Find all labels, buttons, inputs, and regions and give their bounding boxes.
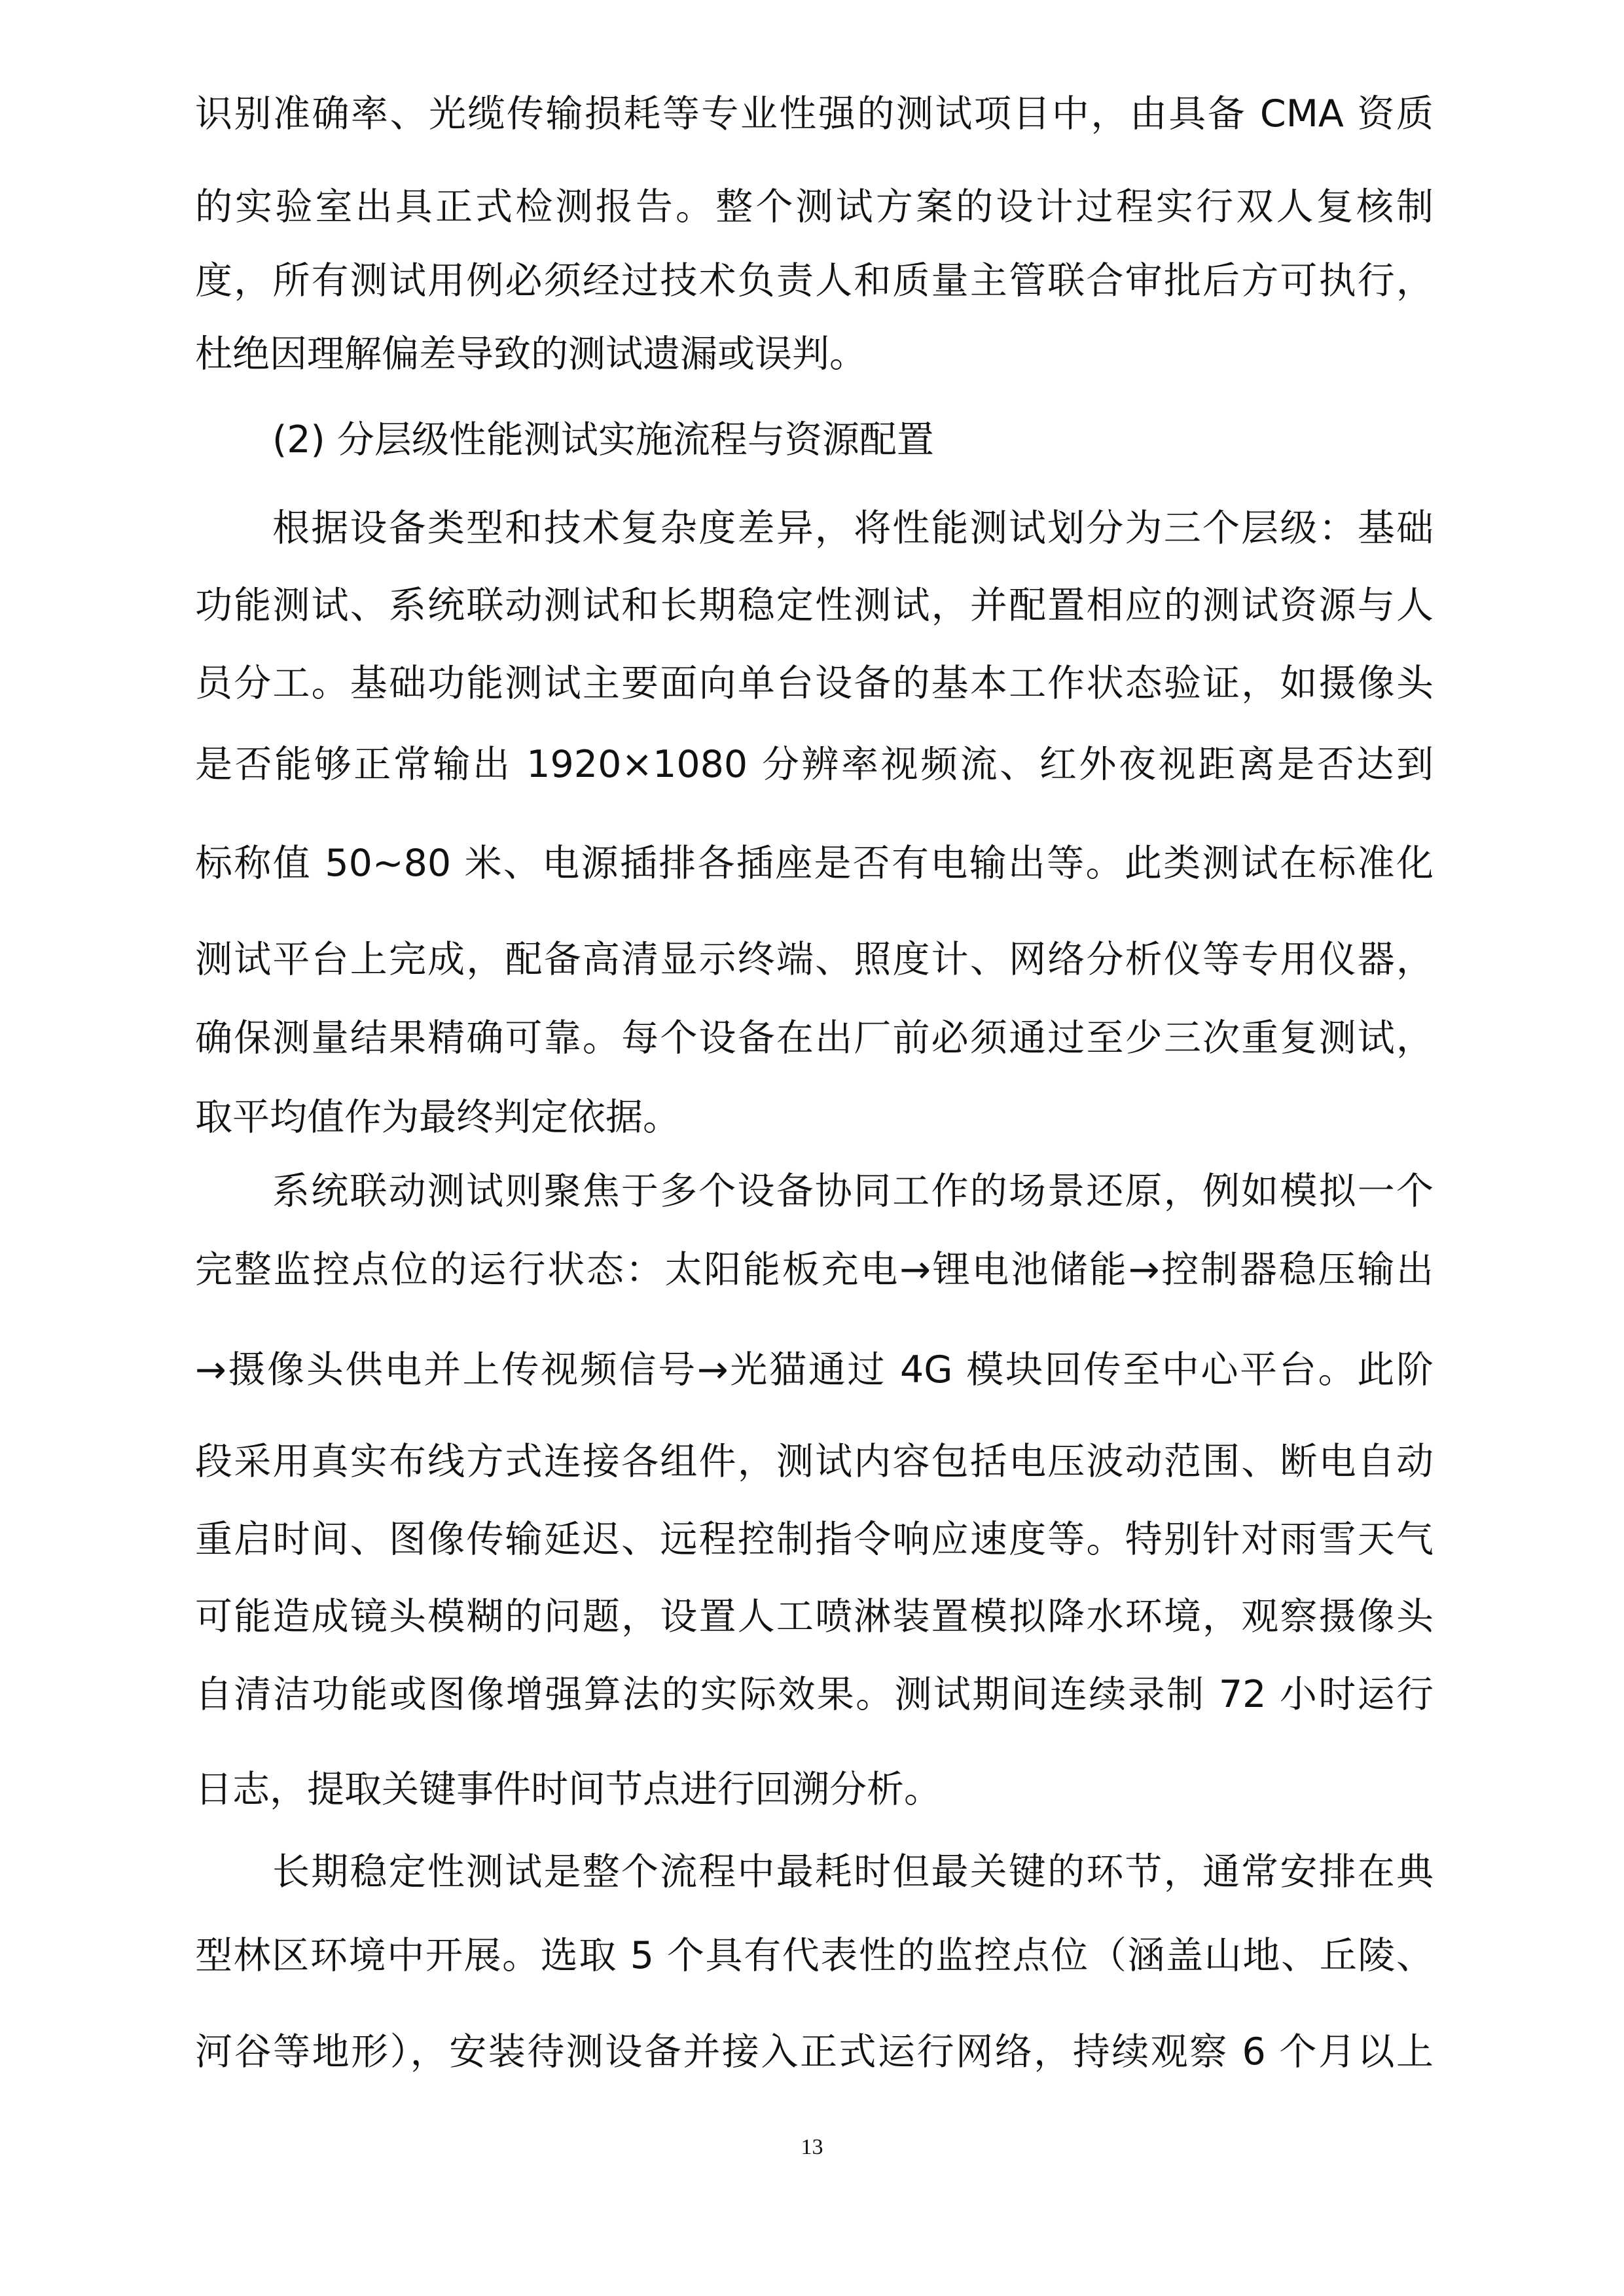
text-line: 确保测量结果精确可靠。每个设备在出厂前必须通过至少三次重复测试，: [195, 1016, 1434, 1060]
section-heading: (2) 分层级性能测试实施流程与资源配置: [272, 418, 934, 461]
text-line: 测试平台上完成，配备高清显示终端、照度计、网络分析仪等专用仪器，: [195, 938, 1434, 981]
text-line: 段采用真实布线方式连接各组件，测试内容包括电压波动范围、断电自动: [195, 1440, 1434, 1483]
text-line: 度，所有测试用例必须经过技术负责人和质量主管联合审批后方可执行，: [195, 259, 1434, 302]
text-line: 自清洁功能或图像增强算法的实际效果。测试期间连续录制 72 小时运行: [195, 1673, 1434, 1716]
text-line: 日志，提取关键事件时间节点进行回溯分析。: [195, 1768, 941, 1811]
text-line: 型林区环境中开展。选取 5 个具有代表性的监控点位（涵盖山地、丘陵、: [195, 1934, 1434, 1977]
text-line: 可能造成镜头模糊的问题，设置人工喷淋装置模拟降水环境，观察摄像头: [195, 1595, 1434, 1638]
text-line: 长期稳定性测试是整个流程中最耗时但最关键的环节，通常安排在典: [272, 1850, 1434, 1893]
text-line: 员分工。基础功能测试主要面向单台设备的基本工作状态验证，如摄像头: [195, 662, 1434, 705]
text-line: 根据设备类型和技术复杂度差异，将性能测试划分为三个层级：基础: [272, 507, 1434, 550]
text-line: 的实验室出具正式检测报告。整个测试方案的设计过程实行双人复核制: [195, 185, 1434, 228]
text-line: 系统联动测试则聚焦于多个设备协同工作的场景还原，例如模拟一个: [272, 1170, 1434, 1213]
text-line: 功能测试、系统联动测试和长期稳定性测试，并配置相应的测试资源与人: [195, 584, 1434, 627]
text-line: 标称值 50~80 米、电源插排各插座是否有电输出等。此类测试在标准化: [195, 842, 1434, 885]
text-line: 杜绝因理解偏差导致的测试遗漏或误判。: [195, 332, 867, 376]
text-line: 重启时间、图像传输延迟、远程控制指令响应速度等。特别针对雨雪天气: [195, 1518, 1434, 1561]
text-line: 是否能够正常输出 1920×1080 分辨率视频流、红外夜视距离是否达到: [195, 743, 1434, 786]
text-line: 识别准确率、光缆传输损耗等专业性强的测试项目中，由具备 CMA 资质: [195, 92, 1434, 135]
text-line: →摄像头供电并上传视频信号→光猫通过 4G 模块回传至中心平台。此阶: [195, 1348, 1434, 1391]
text-line: 河谷等地形），安装待测设备并接入正式运行网络，持续观察 6 个月以上: [195, 2030, 1434, 2073]
page-number: 13: [801, 2135, 823, 2159]
text-line: 取平均值作为最终判定依据。: [195, 1096, 680, 1139]
text-line: 完整监控点位的运行状态：太阳能板充电→锂电池储能→控制器稳压输出: [195, 1248, 1434, 1291]
